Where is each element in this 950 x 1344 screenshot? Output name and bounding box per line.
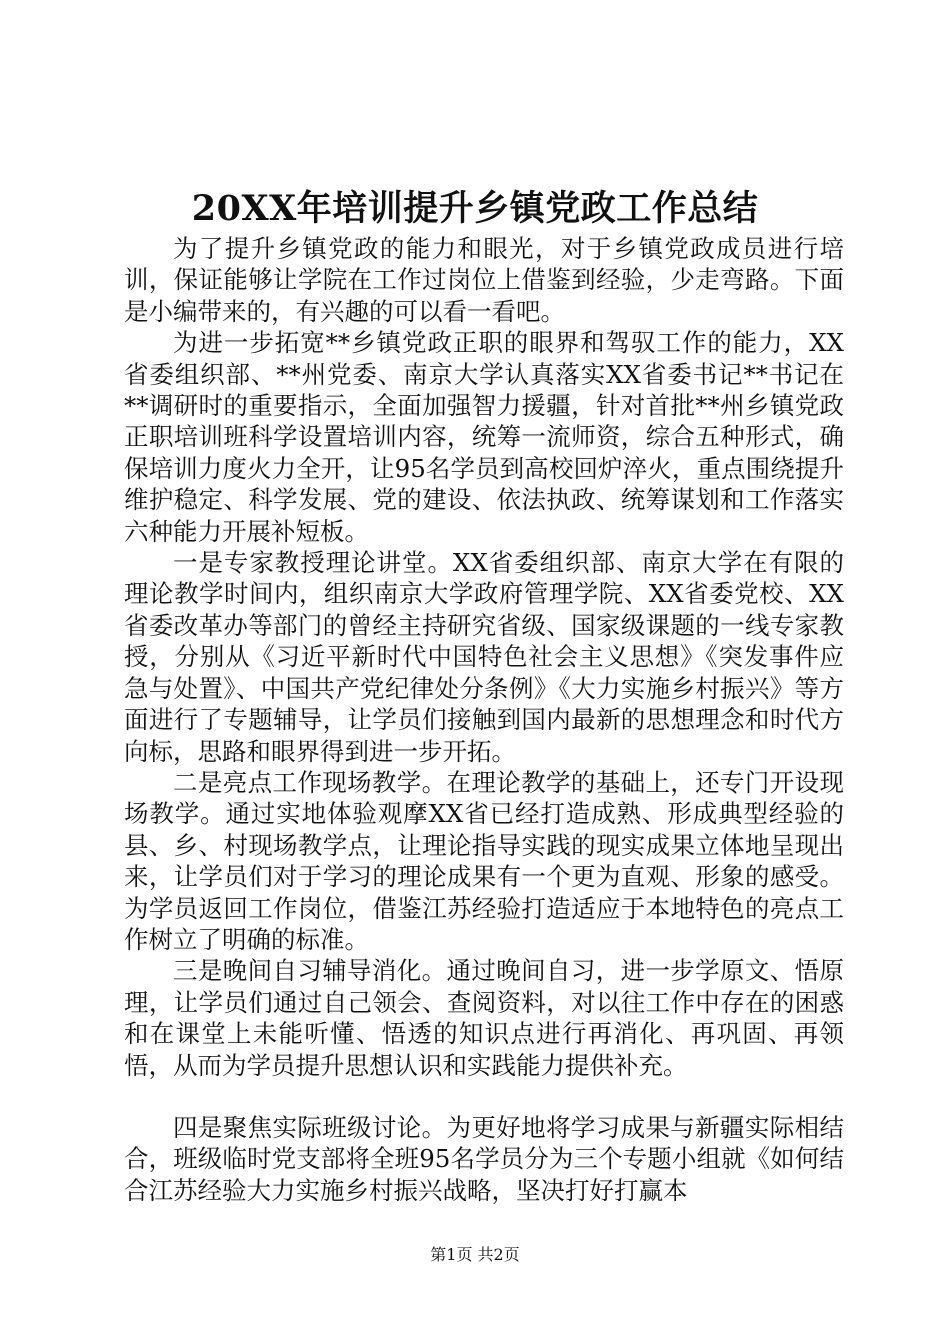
paragraph-point-three: 三是晚间自习辅导消化。通过晚间自习，进一步学原文、悟原理，让学员们通过自己领会、查阅资料，对以往工作中存在的困惑和在课堂上未能听懂、悟透的知识点进行再消化、再巩固、再领悟，从而为学员提升思想认识和实践能力提供补充。 bbox=[124, 956, 844, 1080]
paragraph-point-two: 二是亮点工作现场教学。在理论教学的基础上，还专门开设现场教学。通过实地体验观摩XX省已经打造成熟、形成典型经验的县、乡、村现场教学点，让理论指导实践的现实成果立体地呈现出来，让学员们对于学习的理论成果有一个更为直观、形象的感受。为学员返回工作岗位，借鉴江苏经验打造适应于本地特色的亮点工作树立了明确的标准。 bbox=[124, 767, 844, 954]
paragraph-point-four: 四是聚焦实际班级讨论。为更好地将学习成果与新疆实际相结合，班级临时党支部将全班95名学员分为三个专题小组就《如何结合江苏经验大力实施乡村振兴战略，坚决打好打赢本 bbox=[124, 1112, 844, 1205]
document-body bbox=[124, 233, 844, 1206]
document-title: 20XX年培训提升乡镇党政工作总结 bbox=[191, 188, 759, 229]
paragraph-intro: 为了提升乡镇党政的能力和眼光，对于乡镇党政成员进行培训，保证能够让学院在工作过岗位上借鉴到经验，少走弯路。下面是小编带来的，有兴趣的可以看一看吧。 bbox=[124, 234, 844, 326]
page-number-footer: 第1页 共2页 bbox=[430, 1245, 520, 1264]
paragraph-overview: 为进一步拓宽**乡镇党政正职的眼界和驾驭工作的能力，XX省委组织部、**州党委、南京大学认真落实XX省委书记**书记在**调研时的重要指示，全面加强智力援疆，针对首批**州乡镇党政正职培训班科学设置培训内容，统筹一流师资，综合五种形式，确保培训力度火力全开，让95名学员到高校回炉淬火，重点围绕提升维护稳定、科学发展、党的建设、依法执政、统筹谋划和工作落实六种能力开展补短板。 bbox=[124, 328, 844, 546]
paragraph-point-one: 一是专家教授理论讲堂。XX省委组织部、南京大学在有限的理论教学时间内，组织南京大学政府管理学院、XX省委党校、XX省委改革办等部门的曾经主持研究省级、国家级课题的一线专家教授，分别从《习近平新时代中国特色社会主义思想》《突发事件应急与处置》、中国共产党纪律处分条例》《大力实施乡村振兴》等方面进行了专题辅导，让学员们接触到国内最新的思想理念和时代方向标，思路和眼界得到进一步开拓。 bbox=[124, 548, 844, 766]
